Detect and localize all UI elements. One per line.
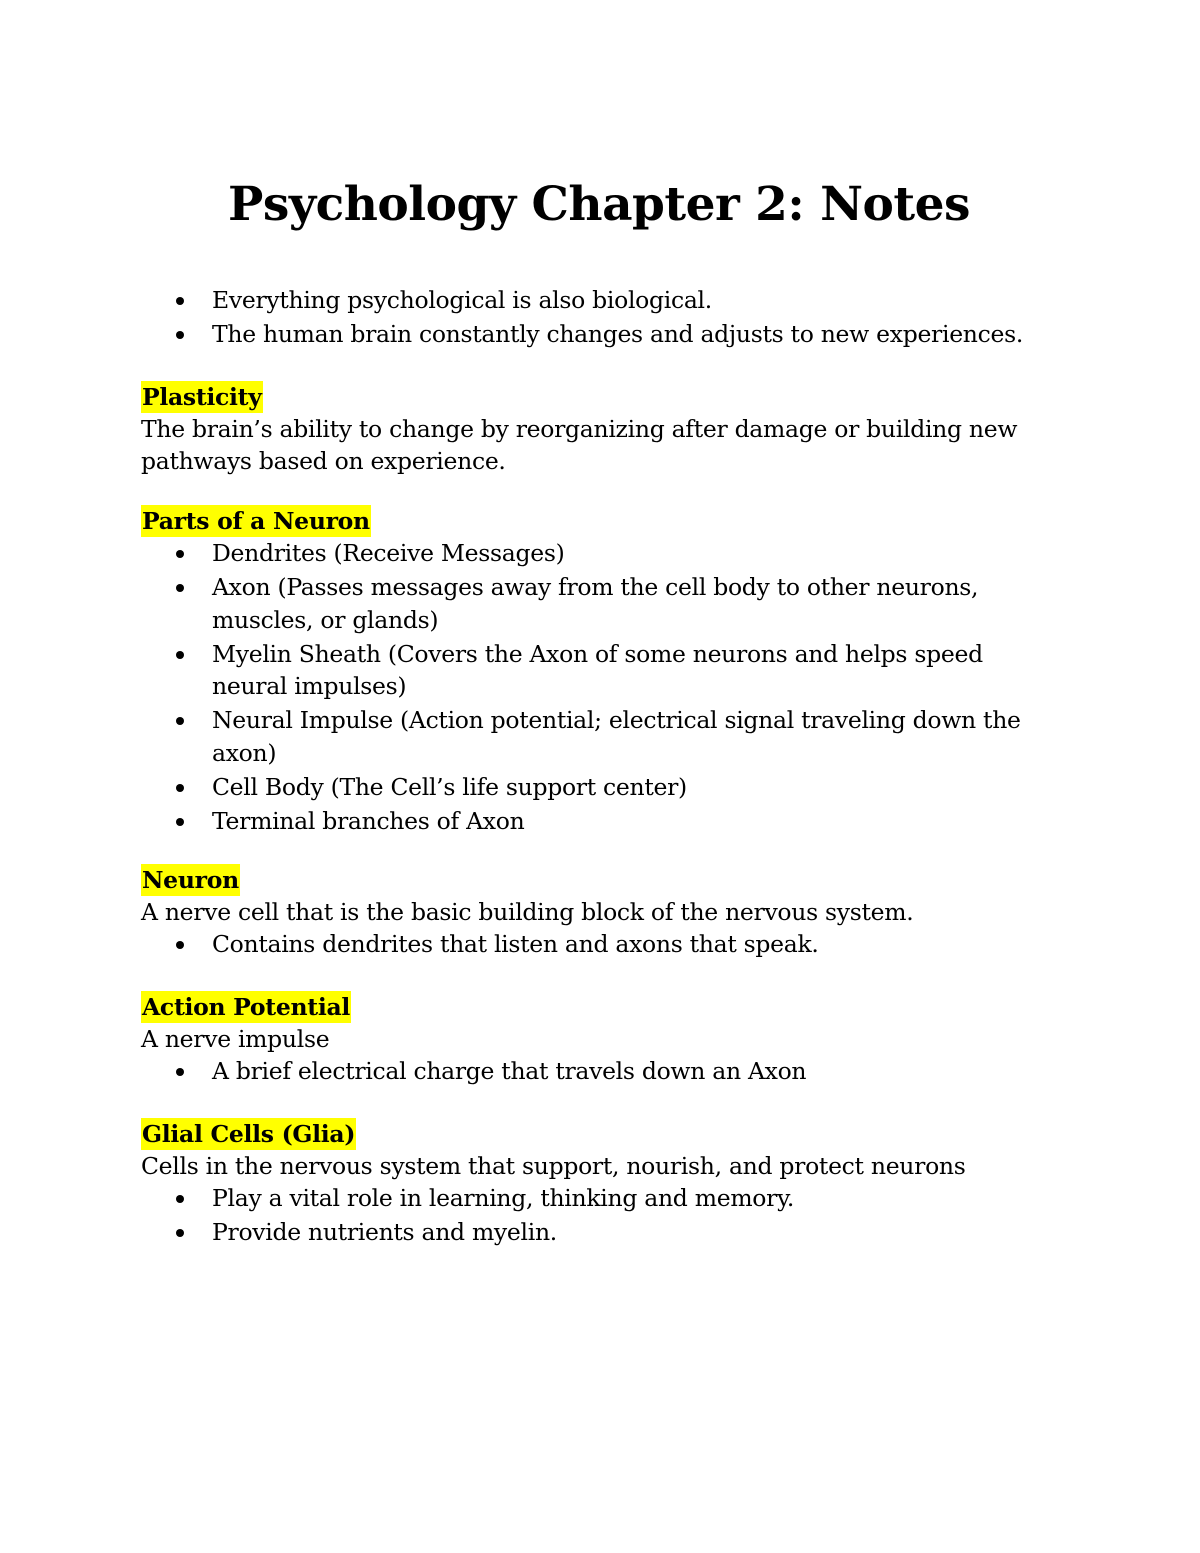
- section-heading: Glial Cells (Glia): [142, 1120, 356, 1148]
- page-title: Psychology Chapter 2: Notes: [228, 177, 970, 232]
- section-heading: Plasticity: [142, 383, 262, 411]
- list-item: Provide nutrients and myelin.: [141, 1216, 1071, 1249]
- glial-cells-bullet-list: [141, 1182, 1071, 1249]
- neuron-parts-section: [141, 505, 1071, 839]
- bullet-icon: [176, 818, 184, 826]
- bullet-icon: [176, 1068, 184, 1076]
- bullet-icon: [176, 717, 184, 725]
- section-definition: A nerve impulse: [141, 1025, 330, 1053]
- bullet-icon: [176, 651, 184, 659]
- bullet-icon: [176, 1195, 184, 1203]
- intro-section: [141, 284, 1071, 352]
- action-potential-bullet-list: [141, 1055, 1071, 1088]
- plasticity-section: [141, 381, 1071, 477]
- list-item: Axon (Passes messages away from the cell body to other neurons, muscles, or glands): [141, 571, 1056, 636]
- bullet-icon: [176, 784, 184, 792]
- bullet-icon: [176, 331, 184, 339]
- bullet-icon: [176, 297, 184, 305]
- action-potential-section: [141, 991, 1071, 1089]
- section-heading: Action Potential: [142, 993, 351, 1021]
- neuron-parts-bullet-list: [141, 537, 1056, 837]
- neuron-bullet-list: [141, 928, 1071, 961]
- list-item: The human brain constantly changes and adjusts to new experiences.: [141, 318, 1071, 351]
- intro-bullet-list: [141, 284, 1071, 351]
- section-definition: A nerve cell that is the basic building block of the nervous system.: [141, 898, 914, 926]
- list-item: Terminal branches of Axon: [141, 805, 1056, 838]
- section-definition: Cells in the nervous system that support, nourish, and protect neurons: [141, 1152, 966, 1180]
- list-item: Cell Body (The Cell’s life support center): [141, 771, 1056, 804]
- list-item: Neural Impulse (Action potential; electrical signal traveling down the axon): [141, 704, 1056, 769]
- list-item: Myelin Sheath (Covers the Axon of some neurons and helps speed neural impulses): [141, 638, 1056, 703]
- list-item: Contains dendrites that listen and axons that speak.: [141, 928, 1071, 961]
- list-item: Dendrites (Receive Messages): [141, 537, 1056, 570]
- glial-cells-section: [141, 1118, 1071, 1250]
- section-heading: Parts of a Neuron: [142, 507, 370, 535]
- bullet-icon: [176, 941, 184, 949]
- bullet-icon: [176, 550, 184, 558]
- section-heading: Neuron: [142, 866, 239, 894]
- bullet-icon: [176, 584, 184, 592]
- list-item: Everything psychological is also biological.: [141, 284, 1071, 317]
- list-item: Play a vital role in learning, thinking and memory.: [141, 1182, 1071, 1215]
- list-item: A brief electrical charge that travels down an Axon: [141, 1055, 1071, 1088]
- section-definition: The brain’s ability to change by reorganizing after damage or building new pathways based on experience.: [141, 415, 1018, 475]
- neuron-section: [141, 864, 1071, 962]
- bullet-icon: [176, 1229, 184, 1237]
